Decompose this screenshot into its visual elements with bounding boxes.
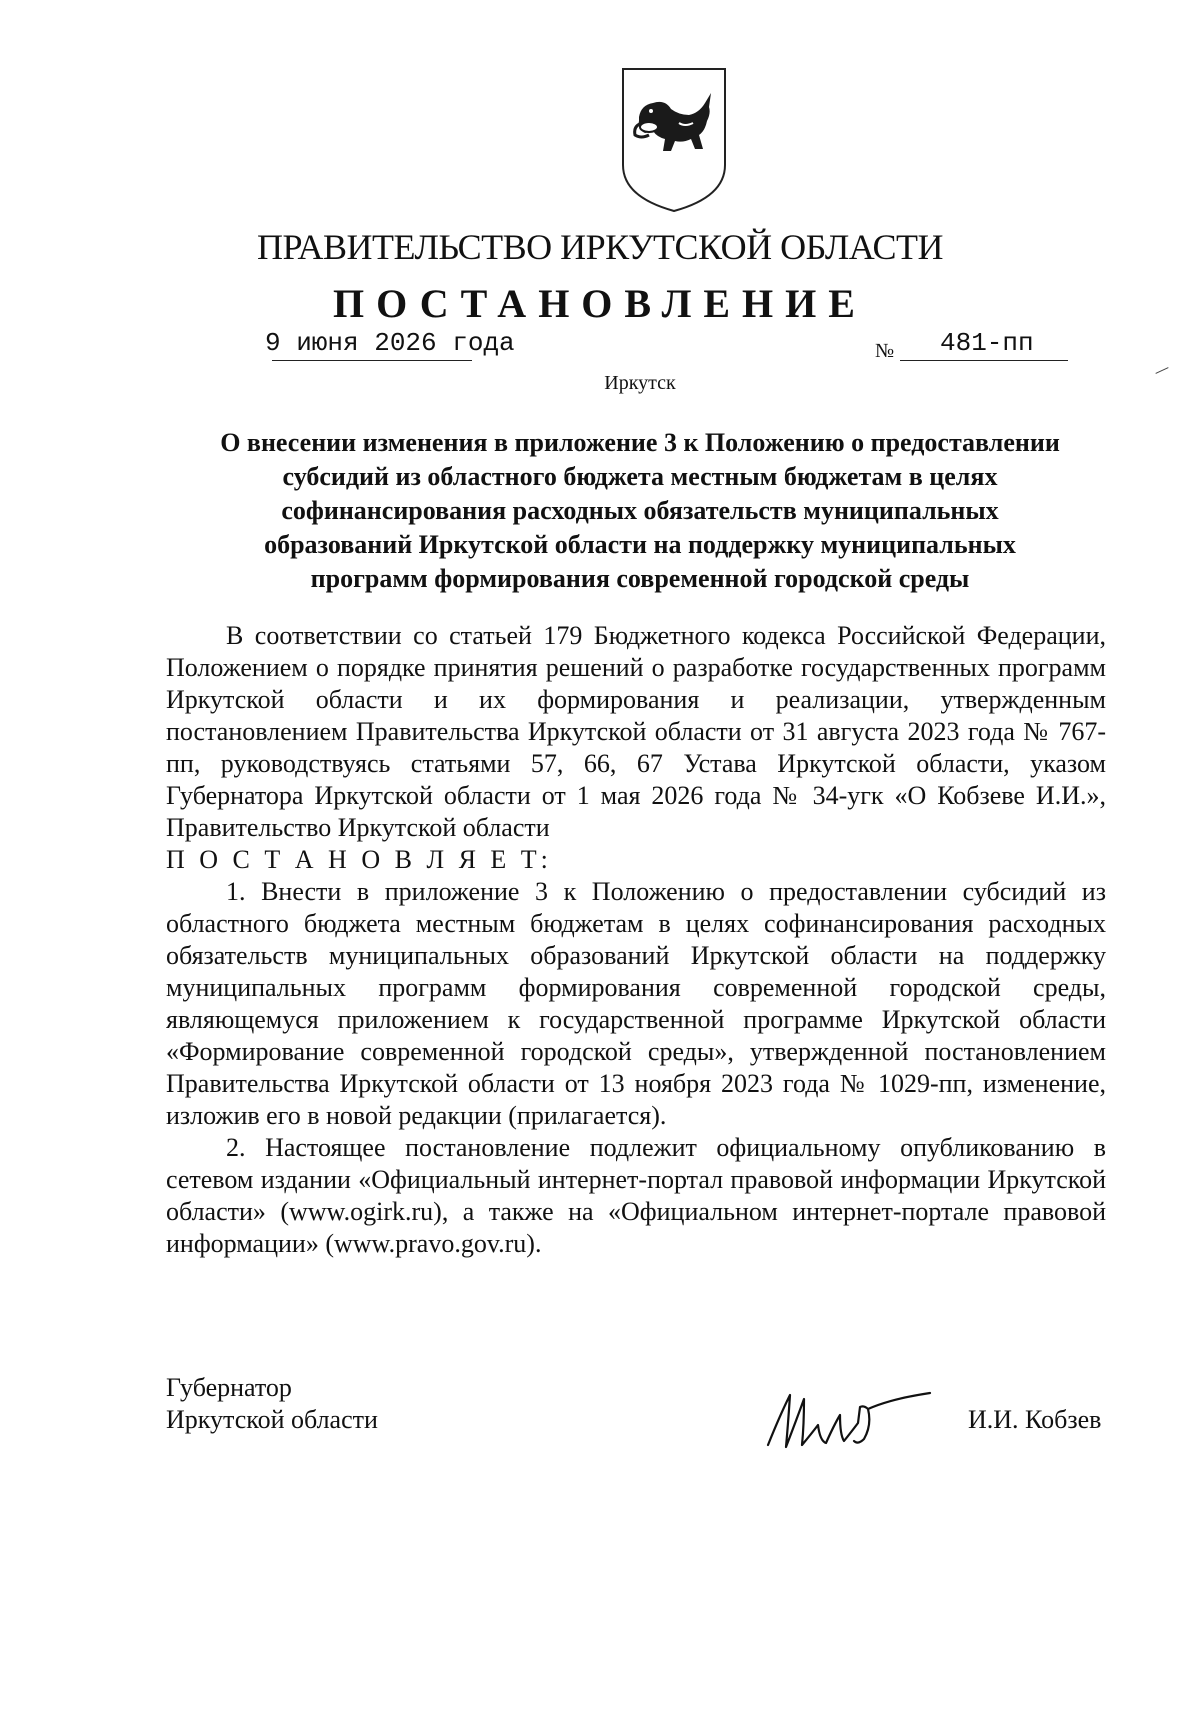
- resolves-heading: П О С Т А Н О В Л Я Е Т:: [166, 845, 552, 874]
- number-underline: [900, 360, 1068, 361]
- document-title: [160, 426, 1120, 596]
- item-2-paragraph: 2. Настоящее постановление подлежит официальному опубликованию в сетевом издании «Официальный интернет-портал правовой информации Иркутской области» (www.ogirk.ru), а также на «Официальном интернет-портале правовой информации» (www.pravo.gov.ru).: [166, 1133, 1106, 1258]
- organization-name: ПРАВИТЕЛЬСТВО ИРКУТСКОЙ ОБЛАСТИ: [257, 227, 943, 267]
- title-line: субсидий из областного бюджета местным бюджетам в целях: [282, 462, 998, 491]
- coat-of-arms-icon: [619, 65, 729, 215]
- signatory-name: И.И. Кобзев: [968, 1405, 1102, 1434]
- document-body: [166, 620, 1106, 1260]
- city: Иркутск: [604, 372, 676, 394]
- document-date: 9 июня 2026 года: [265, 328, 515, 358]
- title-line: О внесении изменения в приложение 3 к Положению о предоставлении: [220, 428, 1060, 457]
- item-1-paragraph: 1. Внести в приложение 3 к Положению о предоставлении субсидий из областного бюджета местным бюджетам в целях софинансирования расходных обязательств муниципальных образований Иркутской области на поддержку муниципальных программ формирования современной городской среды, являющемуся приложением к государственной программе Иркутской области «Формирование современной городской среды», утвержденной постановлением Правительства Иркутской области от 13 ноября 2023 года № 1029-пп, изменение, изложив его в новой редакции (прилагается).: [166, 877, 1106, 1130]
- title-line: образований Иркутской области на поддержку муниципальных: [264, 530, 1016, 559]
- document-number: 481-пп: [940, 328, 1034, 358]
- document-type: ПОСТАНОВЛЕНИЕ: [333, 281, 867, 326]
- date-underline: [272, 360, 472, 361]
- signature-icon: [760, 1385, 940, 1455]
- title-line: программ формирования современной городской среды: [310, 564, 970, 593]
- number-sign: №: [875, 340, 895, 362]
- position-line: Губернатор: [166, 1373, 292, 1402]
- preamble-paragraph: В соответствии со статьей 179 Бюджетного кодекса Российской Федерации, Положением о порядке принятия решений о разработке государственных программ Иркутской области и их формирования и реализации, утвержденным постановлением Правительства Иркутской области от 31 августа 2023 года № 767-пп, руководствуясь статьями 57, 66, 67 Устава Иркутской области, указом Губернатора Иркутской области от 1 мая 2026 года № 34-угк «О Кобзеве И.И.», Правительство Иркутской области: [166, 621, 1106, 842]
- signatory-position: [166, 1372, 378, 1436]
- position-line: Иркутской области: [166, 1405, 378, 1434]
- title-line: софинансирования расходных обязательств муниципальных: [281, 496, 999, 525]
